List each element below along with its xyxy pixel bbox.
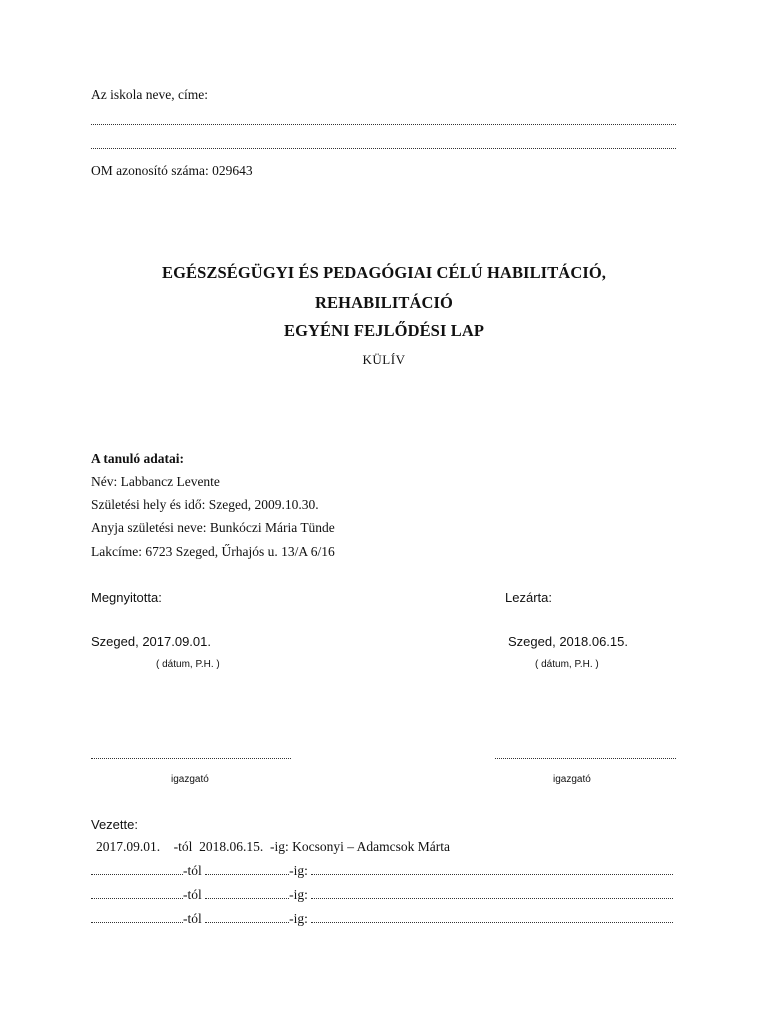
opened-signature-role: igazgató: [171, 774, 209, 785]
student-mother-name: Anyja születési neve: Bunkóczi Mária Tünde: [91, 520, 335, 535]
closed-label: Lezárta:: [505, 590, 552, 605]
led-row-3: [91, 887, 673, 903]
student-address: Lakcíme: 6723 Szeged, Űrhajós u. 13/A 6/16: [91, 544, 335, 559]
led-row-2-name-dots: [311, 874, 673, 875]
led-row-1-from: 2017.09.01.: [96, 839, 161, 854]
student-heading: A tanuló adatai:: [91, 451, 185, 466]
student-name: Név: Labbancz Levente: [91, 474, 220, 489]
led-row-1: [96, 839, 450, 855]
opened-signature-line: [91, 758, 291, 759]
opened-label: Megnyitotta:: [91, 590, 162, 605]
led-row-4-name-dots: [311, 922, 673, 923]
led-row-1-to: 2018.06.15.: [199, 839, 264, 854]
led-row-3-from-dots: [91, 898, 183, 899]
doc-title-line2: REHABILITÁCIÓ: [315, 293, 453, 312]
opened-date-hint: ( dátum, P.H. ): [156, 659, 220, 670]
doc-subtitle: KÜLÍV: [362, 352, 406, 367]
closed-date-hint: ( dátum, P.H. ): [535, 659, 599, 670]
school-name-label: Az iskola neve, címe:: [91, 87, 208, 102]
opened-date: Szeged, 2017.09.01.: [91, 634, 211, 649]
led-row-2-to-suffix: -ig:: [289, 863, 308, 878]
led-row-1-name: Kocsonyi – Adamcsok Márta: [292, 839, 450, 854]
led-row-3-to-suffix: -ig:: [289, 887, 308, 902]
doc-title-line1: EGÉSZSÉGÜGYI ÉS PEDAGÓGIAI CÉLÚ HABILITÁCIÓ,: [161, 263, 607, 282]
led-row-2-from-suffix: -tól: [183, 863, 202, 878]
school-address-dotted-line: [91, 148, 676, 149]
led-row-2-to-dots: [205, 874, 289, 875]
led-row-4-to-suffix: -ig:: [289, 911, 308, 926]
closed-signature-line: [495, 758, 676, 759]
doc-title-line3: EGYÉNI FEJLŐDÉSI LAP: [283, 321, 485, 340]
led-row-3-to-dots: [205, 898, 289, 899]
led-row-3-name-dots: [311, 898, 673, 899]
led-row-1-from-suffix: -tól: [173, 839, 193, 854]
led-row-4-from-dots: [91, 922, 183, 923]
student-birth: Születési hely és idő: Szeged, 2009.10.30.: [91, 497, 319, 512]
led-label: Vezette:: [91, 817, 138, 832]
closed-signature-role: igazgató: [553, 774, 591, 785]
school-name-dotted-line: [91, 124, 676, 125]
om-id-label: OM azonosító száma: 029643: [91, 163, 253, 178]
closed-date: Szeged, 2018.06.15.: [508, 634, 628, 649]
led-row-4: [91, 911, 673, 927]
led-row-1-to-suffix: -ig:: [270, 839, 289, 854]
led-row-2: [91, 863, 673, 879]
led-row-4-from-suffix: -tól: [183, 911, 202, 926]
led-row-2-from-dots: [91, 874, 183, 875]
led-row-4-to-dots: [205, 922, 289, 923]
led-row-3-from-suffix: -tól: [183, 887, 202, 902]
